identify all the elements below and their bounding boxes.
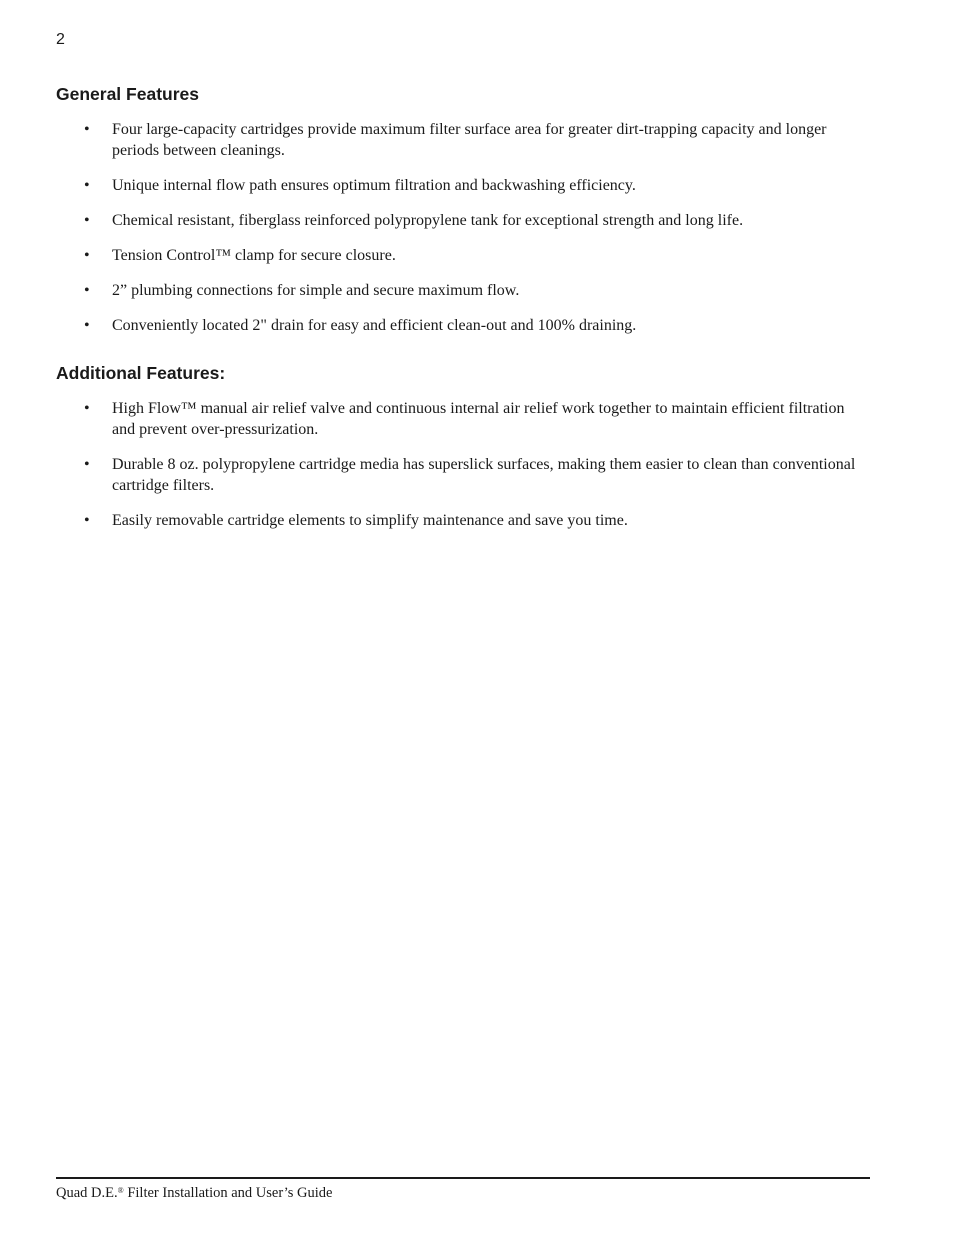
bullet-icon: • <box>84 456 90 473</box>
footer-title-prefix: Quad D.E. <box>56 1185 118 1201</box>
page-number: 2 <box>56 31 65 48</box>
list-item <box>56 280 856 301</box>
list-item <box>56 119 856 161</box>
list-item-text: High Flow™ manual air relief valve and continuous internal air relief work together to maintain efficient filtration and prevent over-pressurization. <box>112 400 845 438</box>
list-item <box>56 245 856 266</box>
list-item-text: 2” plumbing connections for simple and secure maximum flow. <box>112 282 520 299</box>
general-features-heading: General Features <box>56 84 199 104</box>
bullet-icon: • <box>84 282 90 299</box>
list-item-text: Four large-capacity cartridges provide maximum filter surface area for greater dirt-trapping capacity and longer periods between cleanings. <box>112 121 827 159</box>
list-item-text: Durable 8 oz. polypropylene cartridge media has superslick surfaces, making them easier to clean than conventional cartridge filters. <box>112 456 856 494</box>
bullet-icon: • <box>84 177 90 194</box>
list-item-text: Chemical resistant, fiberglass reinforced polypropylene tank for exceptional strength and long life. <box>112 212 744 229</box>
bullet-icon: • <box>84 121 90 138</box>
list-item-text: Easily removable cartridge elements to simplify maintenance and save you time. <box>112 512 628 529</box>
bullet-icon: • <box>84 247 90 264</box>
footer-title <box>56 1185 332 1202</box>
bullet-icon: • <box>84 400 90 417</box>
list-item <box>56 510 856 531</box>
list-item <box>56 454 856 496</box>
footer-divider <box>56 1177 870 1179</box>
list-item <box>56 315 856 336</box>
general-features-list <box>56 119 856 350</box>
additional-features-list <box>56 398 856 545</box>
additional-features-heading: Additional Features: <box>56 363 226 383</box>
list-item-text: Conveniently located 2" drain for easy and efficient clean-out and 100% draining. <box>112 317 637 334</box>
list-item-text: Tension Control™ clamp for secure closure. <box>112 247 396 264</box>
list-item <box>56 210 856 231</box>
bullet-icon: • <box>84 212 90 229</box>
bullet-icon: • <box>84 317 90 334</box>
list-item <box>56 398 856 440</box>
list-item-text: Unique internal flow path ensures optimum filtration and backwashing efficiency. <box>112 177 636 194</box>
footer-title-suffix: Filter Installation and User’s Guide <box>123 1185 333 1201</box>
list-item <box>56 175 856 196</box>
registered-mark: ® <box>117 1186 124 1195</box>
bullet-icon: • <box>84 512 90 529</box>
